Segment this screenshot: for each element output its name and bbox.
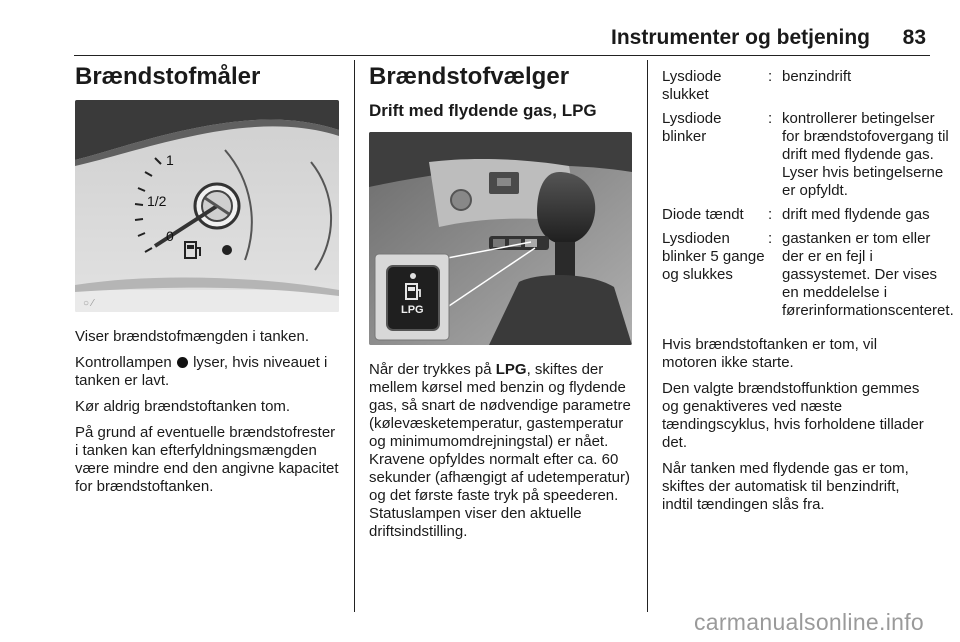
status-para-3: Når tanken med flydende gas er tom, skiftes der automatisk til benzindrift, indtil tændingen slås fra.	[662, 460, 909, 513]
status-para-2: Den valgte brændstoffunktion gemmes og genaktiveres ved næste tændingscyklus, hvis forholdene tillader det.	[662, 380, 924, 451]
status-sep: :	[768, 68, 773, 85]
column-fuel-gauge	[75, 62, 341, 504]
status-key: Lysdiode blinker	[662, 110, 722, 145]
header-rule	[74, 55, 930, 56]
status-sep: :	[768, 206, 773, 223]
lpg-button-figure	[369, 132, 632, 345]
fuel-gauge-para-4: På grund af eventuelle brændstofrester i tanken kan efterfyldningsmængden være mindre end den angivne kapacitet for brændstoftanken.	[75, 424, 339, 495]
svg-text:○ ⁄: ○ ⁄	[83, 298, 94, 309]
status-key: Diode tændt	[662, 206, 744, 223]
para-2-end: lyser, hvis niveauet i tanken er lavt.	[75, 354, 328, 389]
status-sep: :	[768, 110, 773, 127]
warning-lamp-icon	[177, 357, 188, 368]
gauge-label-full: 1	[166, 152, 174, 168]
watermark: carmanualsonline.info	[693, 609, 924, 635]
fuel-gauge-para-3: Kør aldrig brændstoftanken tom.	[75, 398, 291, 415]
lpg-bold: LPG	[495, 361, 527, 378]
section-title-fuel-gauge: Brændstofmåler	[75, 63, 261, 90]
fuel-gauge-para-1: Viser brændstofmængden i tanken.	[75, 328, 310, 345]
para-end: , skiftes der mellem kørsel med benzin og flydende gas, så snart de nødvendige parametre (kølevæsketemperatur, gastemperatur og minimumomdrejningstal) er nået. Kravene opfyldes normalt efter ca. 60 sekunder (afhængigt af udetemperatur) og det første faste tryk på speederen. Statuslampen viser den aktuelle driftsindstilling.	[369, 361, 631, 540]
column-divider-1	[354, 60, 355, 612]
lpg-button-label: LPG	[401, 304, 424, 316]
status-val: kontrollerer betingelser for brændstofovergang til drift med flydende gas. Lyser hvis betingelserne er opfyldt.	[782, 110, 949, 199]
gauge-label-half: 1/2	[147, 193, 167, 209]
fuel-gauge-illustration	[75, 100, 339, 312]
page-header	[74, 22, 930, 52]
section-title-fuel-selector: Brændstofvælger	[369, 63, 570, 90]
page-number: 83	[902, 26, 926, 49]
status-sep: :	[768, 230, 773, 247]
status-para-1: Hvis brændstoftanken er tom, vil motoren ikke starte.	[662, 336, 878, 371]
header-title: Instrumenter og betjening	[610, 26, 870, 49]
fuel-selector-para	[369, 361, 634, 541]
para-start: Når der trykkes på	[369, 361, 496, 378]
status-lamp-table	[662, 68, 954, 326]
status-key: Lysdiode slukket	[662, 68, 722, 103]
column-divider-2	[647, 60, 648, 612]
section-subtitle-lpg: Drift med flydende gas, LPG	[369, 101, 597, 120]
gauge-label-empty: 0	[166, 228, 174, 244]
column-status-lamp	[662, 68, 954, 522]
status-key: Lysdioden blinker 5 gange og slukkes	[662, 230, 765, 283]
para-2-start: Kontrollampen	[75, 354, 172, 371]
status-val: benzindrift	[782, 68, 852, 85]
fuel-gauge-para-2	[75, 354, 341, 390]
column-fuel-selector	[369, 62, 634, 549]
status-val: drift med flydende gas	[782, 206, 930, 223]
status-val: gastanken er tom eller der er en fejl i gassystemet. Der vises en meddelelse i førerinformationscenteret.	[782, 230, 954, 319]
fuel-gauge-figure	[75, 100, 339, 312]
